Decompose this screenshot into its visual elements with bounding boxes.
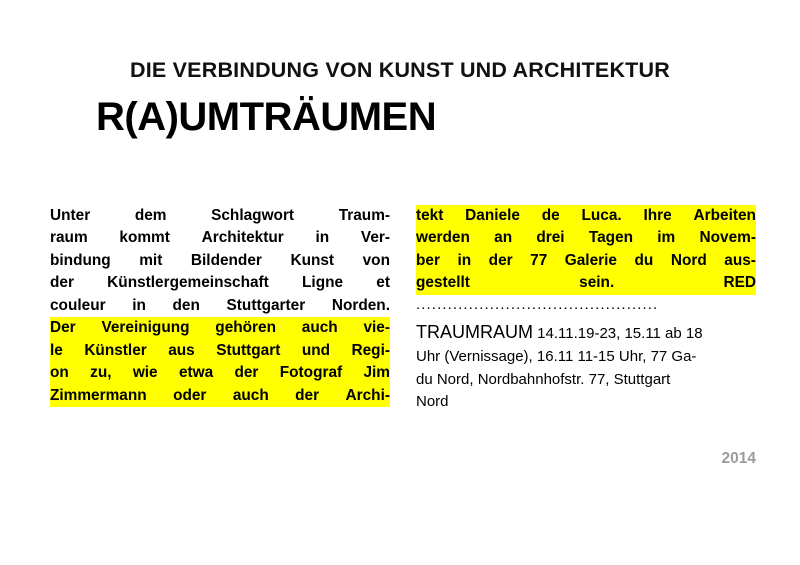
author-credit: RED <box>723 274 756 292</box>
left-column <box>50 205 390 414</box>
text-line-highlighted: le Künstler aus Stuttgart und Regi- <box>50 340 390 362</box>
text-line-highlighted: Der Vereinigung gehören auch vie- <box>50 317 390 339</box>
year-label: 2014 <box>721 450 756 467</box>
event-line: du Nord, Nordbahnhofstr. 77, Stuttgart <box>416 370 671 388</box>
event-line: 14.11.19-23, 15.11 ab 18 <box>537 325 703 343</box>
separator-dots: .............................................. <box>416 296 659 313</box>
text-line: der Künstlergemeinschaft Ligne et <box>50 274 390 292</box>
text-line-highlighted: Zimmermann oder auch der Archi- <box>50 385 390 407</box>
event-line: Nord <box>416 393 449 411</box>
event-details <box>416 319 756 414</box>
right-column <box>416 205 756 414</box>
page-title: R(A)UMTRÄUMEN <box>96 95 437 139</box>
event-info <box>416 319 756 414</box>
left-column-text <box>50 205 390 407</box>
text-line-highlighted: on zu, wie etwa der Fotograf Jim <box>50 362 390 384</box>
event-title: TRAUMRAUM <box>416 322 533 343</box>
text-line: bindung mit Bildender Kunst von <box>50 251 390 269</box>
text-line-highlighted: gestellt sein. RED <box>416 272 756 294</box>
text-line-highlighted: ber in der 77 Galerie du Nord aus- <box>416 250 756 272</box>
right-column-text <box>416 205 756 295</box>
text-line-highlighted: werden an drei Tagen im Novem- <box>416 227 756 249</box>
event-line: Uhr (Vernissage), 16.11 11-15 Uhr, 77 Ga- <box>416 348 697 366</box>
text-line: raum kommt Architektur in Ver- <box>50 229 390 247</box>
text-line: Unter dem Schlagwort Traum- <box>50 207 390 224</box>
page-kicker: DIE VERBINDUNG VON KUNST UND ARCHITEKTUR <box>130 58 670 82</box>
text-line: couleur in den Stuttgarter Norden. <box>50 296 390 314</box>
text-line-highlighted: tekt Daniele de Luca. Ihre Arbeiten <box>416 205 756 227</box>
article-columns <box>50 205 756 414</box>
